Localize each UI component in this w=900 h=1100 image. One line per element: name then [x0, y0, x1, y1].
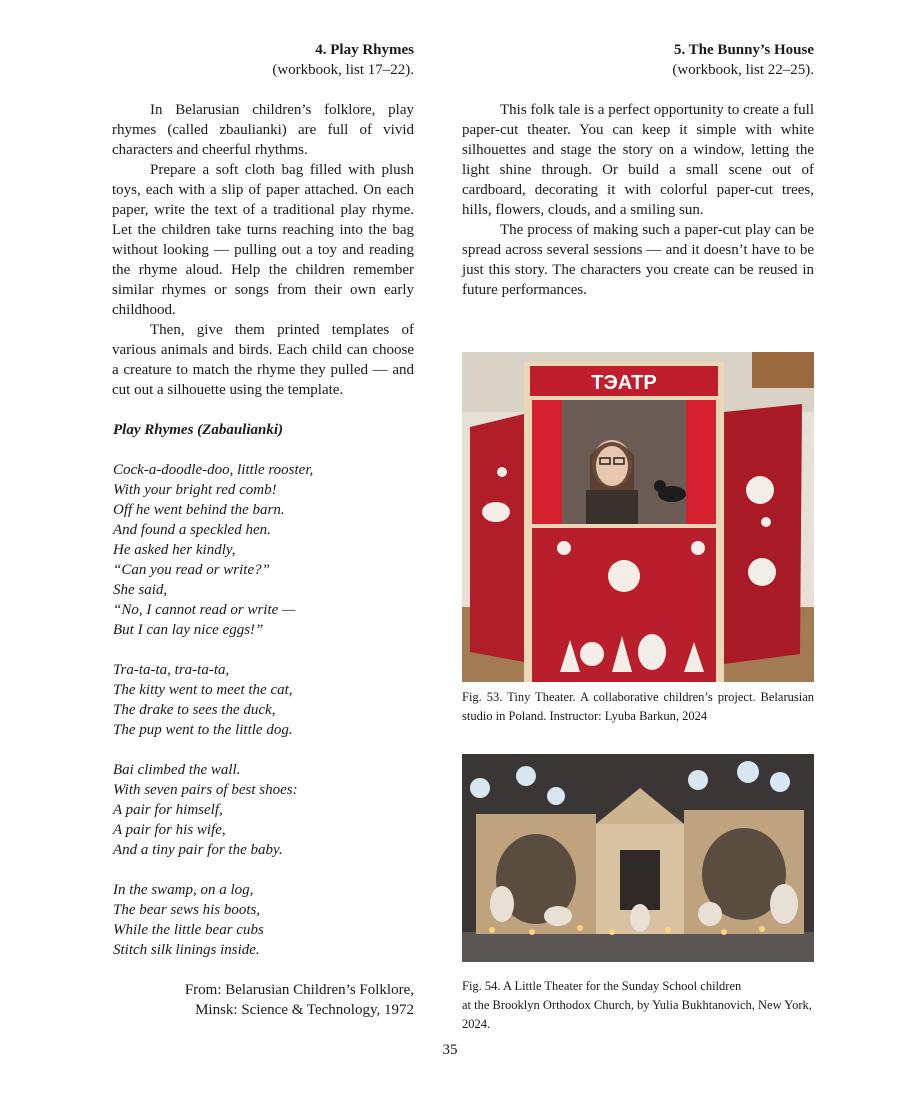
poem	[113, 420, 414, 960]
verse-line: The pup went to the little dog.	[113, 722, 293, 738]
verse-line: A pair for his wife,	[113, 822, 226, 838]
verse-line: But I can lay nice eggs!”	[113, 622, 264, 638]
verse-line: The kitty went to meet the cat,	[113, 682, 293, 698]
verse-line: Off he went behind the barn.	[113, 502, 285, 518]
figure-54-caption	[462, 977, 814, 1034]
stanza	[113, 880, 414, 960]
workbook-reference: (workbook, list 17–22).	[272, 62, 414, 78]
paragraph: Then, give them printed templates of various animals and birds. Each child can choose a creature to match the rhyme they pulled — and cut out a silhouette using the template.	[112, 322, 414, 398]
verse-line: While the little bear cubs	[113, 922, 264, 938]
verse-line: “No, I cannot read or write —	[113, 602, 296, 618]
stanza	[113, 460, 414, 640]
verse-line: Bai climbed the wall.	[113, 762, 241, 778]
paragraph: This folk tale is a perfect opportunity to create a full paper-cut theater. You can keep it simple with white silhouettes and stage the story on a window, letting the light shine through. Or build a small scene out of cardboard, decorating it with colorful paper-cut trees, hills, flowers, clouds, and a smiling sun.	[462, 102, 814, 218]
right-column	[462, 40, 814, 300]
verse-line: Tra-ta-ta, tra-ta-ta,	[113, 662, 230, 678]
source-citation: From: Belarusian Children’s Folklore,	[184, 982, 414, 998]
verse-line: “Can you read or write?”	[113, 562, 270, 578]
stanza	[113, 760, 414, 860]
verse-line: She said,	[113, 582, 168, 598]
verse-line: With your bright red comb!	[113, 482, 277, 498]
verse-line: And found a speckled hen.	[113, 522, 271, 538]
verse-line: Stitch silk linings inside.	[113, 942, 260, 958]
left-column	[112, 40, 414, 1020]
paragraph: The process of making such a paper-cut play can be spread across several sessions — and it doesn’t have to be just this story. The characters you create can be reused in future performances.	[462, 222, 814, 298]
page-number: 35	[442, 1042, 458, 1058]
stanza	[113, 660, 414, 740]
section-title-bunnys-house: 5. The Bunny’s House	[673, 42, 814, 58]
figure-54-caption-line: Fig. 54. A Little Theater for the Sunday School children	[462, 979, 742, 993]
theater-sign: ТЭАТР	[591, 372, 657, 394]
verse-line: He asked her kindly,	[113, 542, 236, 558]
verse-line: The bear sews his boots,	[113, 902, 261, 918]
paragraph: Prepare a soft cloth bag filled with plush toys, each with a slip of paper attached. On each paper, write the text of a traditional play rhyme. Let the children take turns reaching into the bag without looking — pulling out a toy and reading the rhyme aloud. Help the children remember similar rhymes or songs from their own early childhood.	[112, 162, 414, 318]
source-citation: Minsk: Science & Technology, 1972	[195, 1002, 414, 1018]
verse-line: In the swamp, on a log,	[113, 882, 254, 898]
figure-54-photo	[462, 754, 814, 962]
figure-54-caption-line: at the Brooklyn Orthodox Church, by Yulia Bukhtanovich, New York, 2024.	[462, 998, 812, 1031]
verse-line: Cock-a-doodle-doo, little rooster,	[113, 462, 314, 478]
figure-53-caption: Fig. 53. Tiny Theater. A collaborative children’s project. Belarusian studio in Poland. Instructor: Lyuba Barkun, 2024	[462, 690, 814, 723]
figure-53-photo	[462, 352, 814, 682]
paragraph: In Belarusian children’s folklore, play rhymes (called zbaulianki) are full of vivid characters and cheerful rhythms.	[112, 102, 414, 158]
verse-line: And a tiny pair for the baby.	[113, 842, 283, 858]
workbook-reference: (workbook, list 22–25).	[672, 62, 814, 78]
verse-line: A pair for himself,	[113, 802, 223, 818]
section-title-play-rhymes: 4. Play Rhymes	[315, 42, 414, 58]
poem-title: Play Rhymes (Zabaulianki)	[113, 422, 283, 438]
verse-line: The drake to sees the duck,	[113, 702, 276, 718]
verse-line: With seven pairs of best shoes:	[113, 782, 298, 798]
